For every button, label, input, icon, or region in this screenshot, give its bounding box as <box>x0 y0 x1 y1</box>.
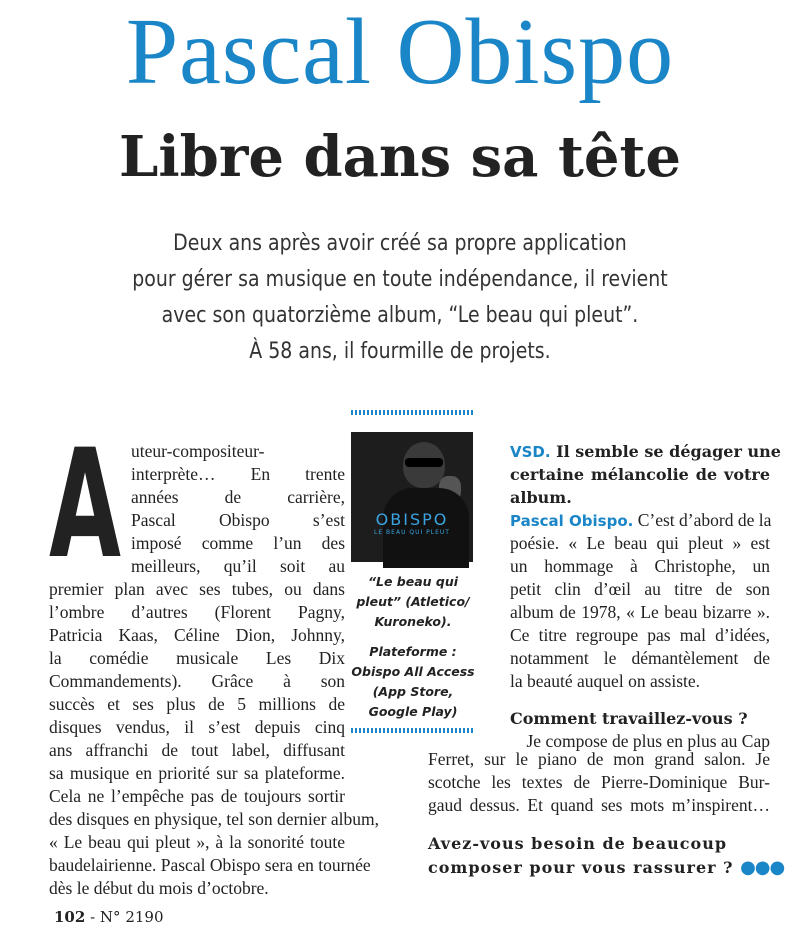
text-line: Cela ne l’empêche pas de toujours sortir <box>49 786 345 806</box>
text-line: années de carrière, <box>131 487 345 507</box>
caption-line: Kuroneko). <box>374 614 452 629</box>
caption-line: Google Play) <box>368 704 458 719</box>
text-line: imposé comme l’un des <box>131 533 345 553</box>
question-line: album. <box>510 488 572 507</box>
standfirst-line: À 58 ans, il fourmille de projets. <box>249 339 551 364</box>
caption-line: Obispo All Access <box>351 664 475 679</box>
answer-line: un hommage à Christophe, un <box>510 556 770 576</box>
text-line: Patricia Kaas, Céline Dion, Johnny, <box>49 625 345 645</box>
question-line: Comment travaillez-vous ? <box>510 709 748 728</box>
text-line: interprète… En trente <box>131 464 345 484</box>
text-line: des disques en physique, tel son dernier album, <box>49 809 380 829</box>
text-line: Pascal Obispo s’est <box>131 510 345 530</box>
text-line: uteur-compositeur- <box>131 441 265 461</box>
text-line: premier plan avec ses tubes, ou dans <box>49 579 345 599</box>
headline: Libre dans sa tête <box>119 124 681 190</box>
interview-column <box>510 440 781 753</box>
caption-line: pleut” (Atletico/ <box>356 594 470 609</box>
caption-line: “Le beau qui <box>367 574 459 589</box>
text-line: succès et ses plus de 5 millions de <box>49 694 345 714</box>
sunglasses-shape <box>405 458 443 467</box>
drop-cap: A <box>49 418 121 592</box>
divider <box>351 728 473 733</box>
text-line: Commandements). Grâce à son <box>49 671 345 691</box>
text-line: ans affranchi de tout label, diffusant <box>49 740 345 760</box>
standfirst-line: avec son quatorzième album, “Le beau qui pleut”. <box>161 303 639 328</box>
standfirst <box>125 226 675 370</box>
artist-name: Pascal Obispo <box>125 0 675 104</box>
text-line: « Le beau qui pleut », à la sonorité toute <box>49 832 345 852</box>
final-question <box>428 832 785 880</box>
text-line: disques vendus, il s’est depuis cinq <box>49 717 345 737</box>
text-line: sa musique en priorité sur sa plateforme. <box>49 763 345 783</box>
answer-line: la beauté auquel on assiste. <box>510 671 701 691</box>
text-line: baudelairienne. Pascal Obispo sera en tournée <box>49 855 371 875</box>
question-line: VSD. Il semble se dégager une <box>510 442 781 461</box>
text-line: l’ombre d’autres (Florent Pagny, <box>49 602 345 622</box>
question-line: certaine mélancolie de votre <box>510 465 770 484</box>
page-folio <box>54 908 164 926</box>
answer-label: Pascal Obispo. <box>510 512 634 530</box>
text-line: meilleurs, qu’il soit au <box>131 556 345 576</box>
answer-line: scotche les textes de Pierre-Dominique Bur- <box>428 772 770 792</box>
standfirst-line: Deux ans après avoir créé sa propre application <box>173 231 627 256</box>
caption-line: Plateforme : <box>369 644 457 659</box>
issue-number: - N° 2190 <box>90 908 164 926</box>
answer-line: Pascal Obispo. C’est d’abord de la <box>510 510 772 530</box>
text-line: la comédie musicale Les Dix <box>49 648 345 668</box>
album-title-small: LE BEAU QUI PLEUT <box>374 529 450 536</box>
left-column <box>49 418 380 900</box>
question-line: Avez-vous besoin de beaucoup <box>428 834 728 853</box>
answer-line: poésie. « Le beau qui pleut » est <box>510 533 770 553</box>
album-cover-image <box>351 432 473 562</box>
answer-line: album de 1978, « Le beau bizarre ». <box>510 602 770 622</box>
caption-line: (App Store, <box>372 684 454 699</box>
answer-line: Ce titre regroupe pas mal d’idées, <box>510 625 770 645</box>
answer-line: Ferret, sur le piano de mon grand salon. Je <box>428 749 770 769</box>
answer-line: notamment le démantèlement de <box>510 648 770 668</box>
vsd-label: VSD. <box>510 443 551 461</box>
page-number: 102 <box>54 908 86 926</box>
divider <box>351 410 473 415</box>
spacer <box>510 693 770 707</box>
answer-line: Je compose de plus en plus au Cap <box>526 731 770 751</box>
question-line: composer pour vous rassurer ? ●●● <box>428 857 785 878</box>
answer-line: gaud dessus. Et quand ses mots m’inspirent… <box>428 795 770 815</box>
cover-caption <box>345 572 481 722</box>
caption-gap <box>345 632 481 642</box>
continue-dots-icon: ●●● <box>740 857 785 878</box>
standfirst-line: pour gérer sa musique en toute indépendance, il revient <box>132 267 668 292</box>
text-line: dès le début du mois d’octobre. <box>49 878 269 898</box>
album-logo: OBISPO <box>375 510 449 529</box>
answer-continued <box>358 748 770 817</box>
answer-line: petit clin d’œil au titre de son <box>510 579 770 599</box>
